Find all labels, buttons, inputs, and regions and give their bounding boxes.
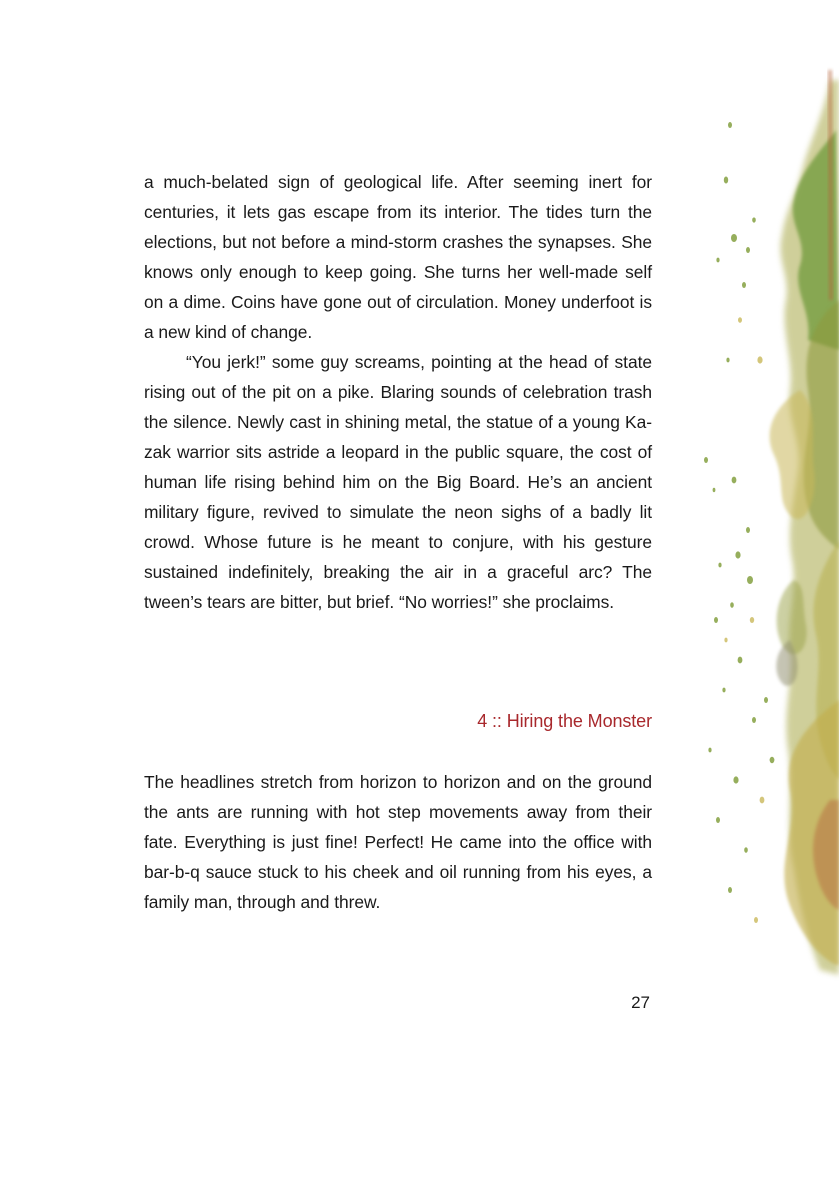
paragraph-continuation: a much-belated sign of geological life. After seeming inert for centuries, it lets gas escape from its interior. The tides turn the elections, but not before a mind-storm crashes the synapses. She knows only enough to keep going. She turns her well-made self on a dime. Coins have gone out of circulation. Money underfoot is a new kind of change. xyxy=(144,172,652,342)
paragraph-headlines: The headlines stretch from horizon to horizon and on the ground the ants are running with hot step movements away from their fate. Everything is just fine! Perfect! He came into the office with bar-b-q sauce stuck to his cheek and oil running from his eyes, a family man, through and threw. xyxy=(144,772,652,912)
body-text-bottom xyxy=(144,767,652,917)
paragraph-you-jerk: “You jerk!” some guy screams, pointing at the head of state rising out of the pit on a pike. Blaring sounds of celebration trash the silence. Newly cast in shining metal, the statue of a young Kazak warrior sits astride a leopard in the public square, the cost of human life rising behind him on the Big Board. He’s an ancient military figure, revived to simulate the neon sighs of a badly lit crowd. Whose future is he meant to conjure, with his gesture sustained indefinitely, breaking the air in a graceful arc? The tween’s tears are bitter, but brief. “No worries!” she proclaims. xyxy=(144,352,652,612)
body-text-top xyxy=(144,167,652,617)
page-number: 27 xyxy=(631,993,650,1012)
watercolor-splash-icon xyxy=(690,60,839,990)
section-heading: 4 :: Hiring the Monster xyxy=(477,711,652,731)
